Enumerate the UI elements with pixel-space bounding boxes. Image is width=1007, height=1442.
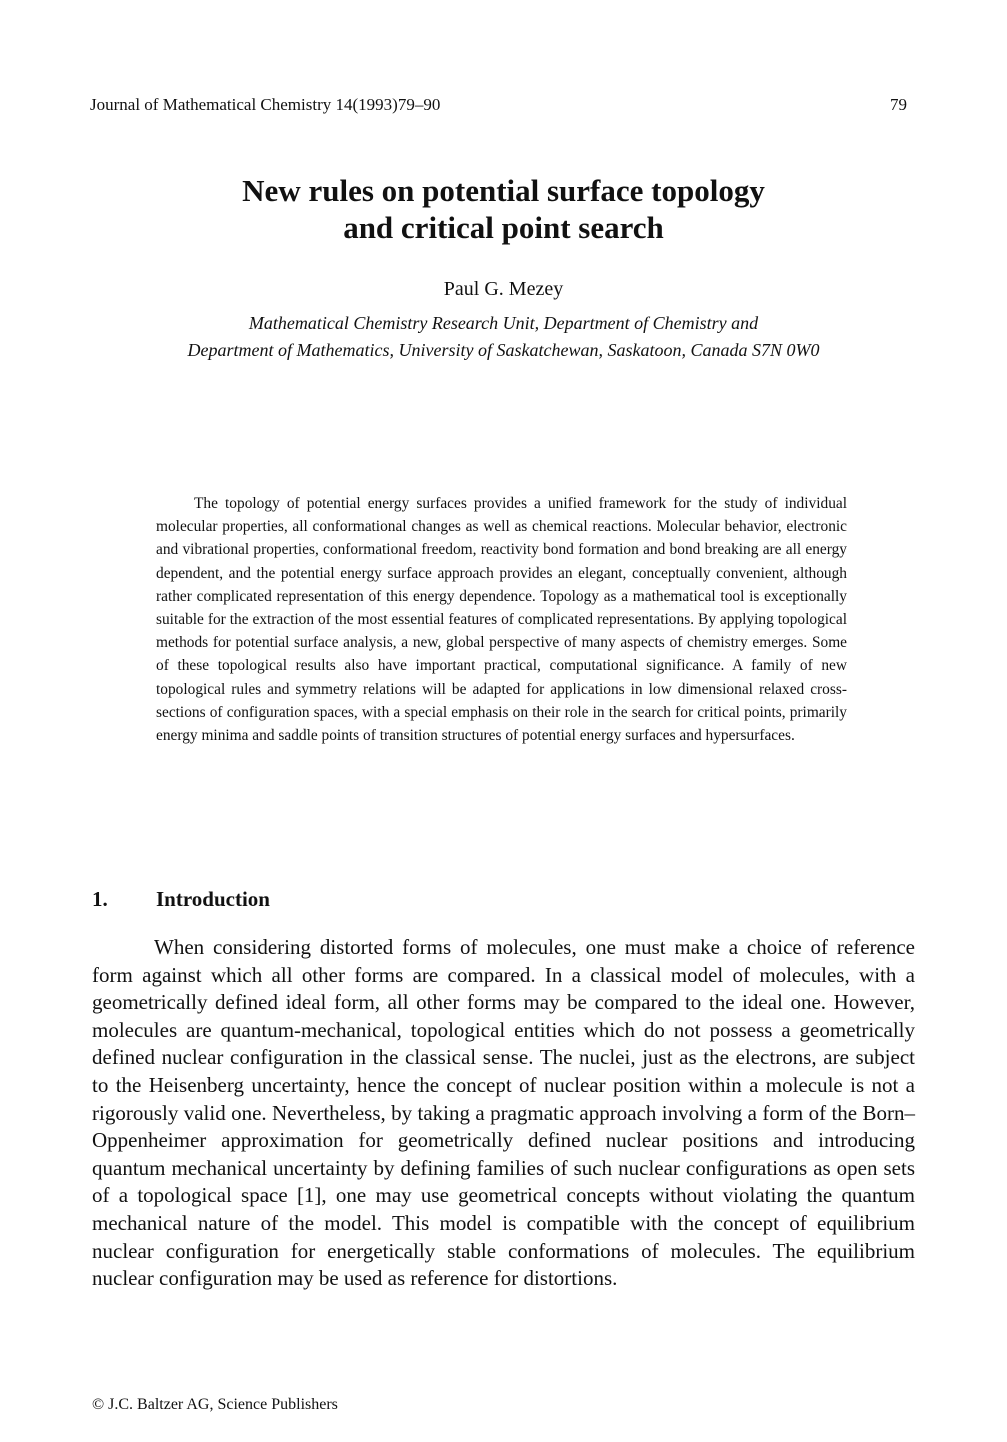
journal-citation: Journal of Mathematical Chemistry 14(1993)79–90 [90, 95, 441, 114]
section-heading [92, 886, 270, 912]
page-number: 79 [890, 95, 907, 114]
section-number: 1. [92, 887, 108, 911]
introduction-paragraph: When considering distorted forms of molecules, one must make a choice of reference form against which all other forms are compared. In a classical model of molecules, with a geometrically defined ideal form, all other forms may be compared to the ideal one. However, molecules are quantum-mechanical, topological entities which do not possess a geometrically defined nuclear configuration in the classical sense. The nuclei, just as the electrons, are subject to the Heisenberg uncertainty, hence the concept of nuclear position within a molecule is not a rigorously valid one. Nevertheless, by taking a pragmatic approach involving a form of the Born–Oppenheimer approximation for geometrically defined nuclear positions and introducing quantum mechanical uncertainty by defining families of such nuclear configurations as open sets of a topological space [1], one may use geometrical concepts without violating the quantum mechanical nature of the model. This model is compatible with the concept of equilibrium nuclear configuration for energetically stable conformations of molecules. The equilibrium nuclear configuration may be used as reference for distortions. [92, 935, 915, 1291]
author-name: Paul G. Mezey [443, 278, 564, 300]
affiliation-line-2: Department of Mathematics, University of Saskatchewan, Saskatoon, Canada S7N 0W0 [187, 340, 820, 360]
title-line-2: and critical point search [343, 210, 664, 245]
paper-title [0, 172, 1007, 246]
section-title: Introduction [156, 887, 270, 911]
title-line-1: New rules on potential surface topology [242, 173, 765, 208]
author-affiliation [0, 310, 1007, 364]
abstract: The topology of potential energy surfaces provides a unified framework for the study of individual molecular properties, all conformational changes as well as chemical reactions. Molecular behavior, electronic and vibrational properties, conformational freedom, reactivity bond formation and bond breaking are all energy dependent, and the potential energy surface approach provides an elegant, conceptually convenient, although rather complicated representation of this energy dependence. Topology as a mathematical tool is exceptionally suitable for the extraction of the most essential features of complicated representations. By applying topological methods for potential surface analysis, a new, global perspective of many aspects of chemistry emerges. Some of these topological results also have important practical, computational significance. A family of new topological rules and symmetry relations will be adapted for applications in low dimensional relaxed cross-sections of configuration spaces, with a special emphasis on their role in the search for critical points, primarily energy minima and saddle points of transition structures of potential energy surfaces and hypersurfaces. [156, 495, 847, 745]
publisher-footer: © J.C. Baltzer AG, Science Publishers [92, 1396, 338, 1413]
running-head [90, 95, 907, 115]
affiliation-line-1: Mathematical Chemistry Research Unit, Department of Chemistry and [248, 313, 759, 333]
